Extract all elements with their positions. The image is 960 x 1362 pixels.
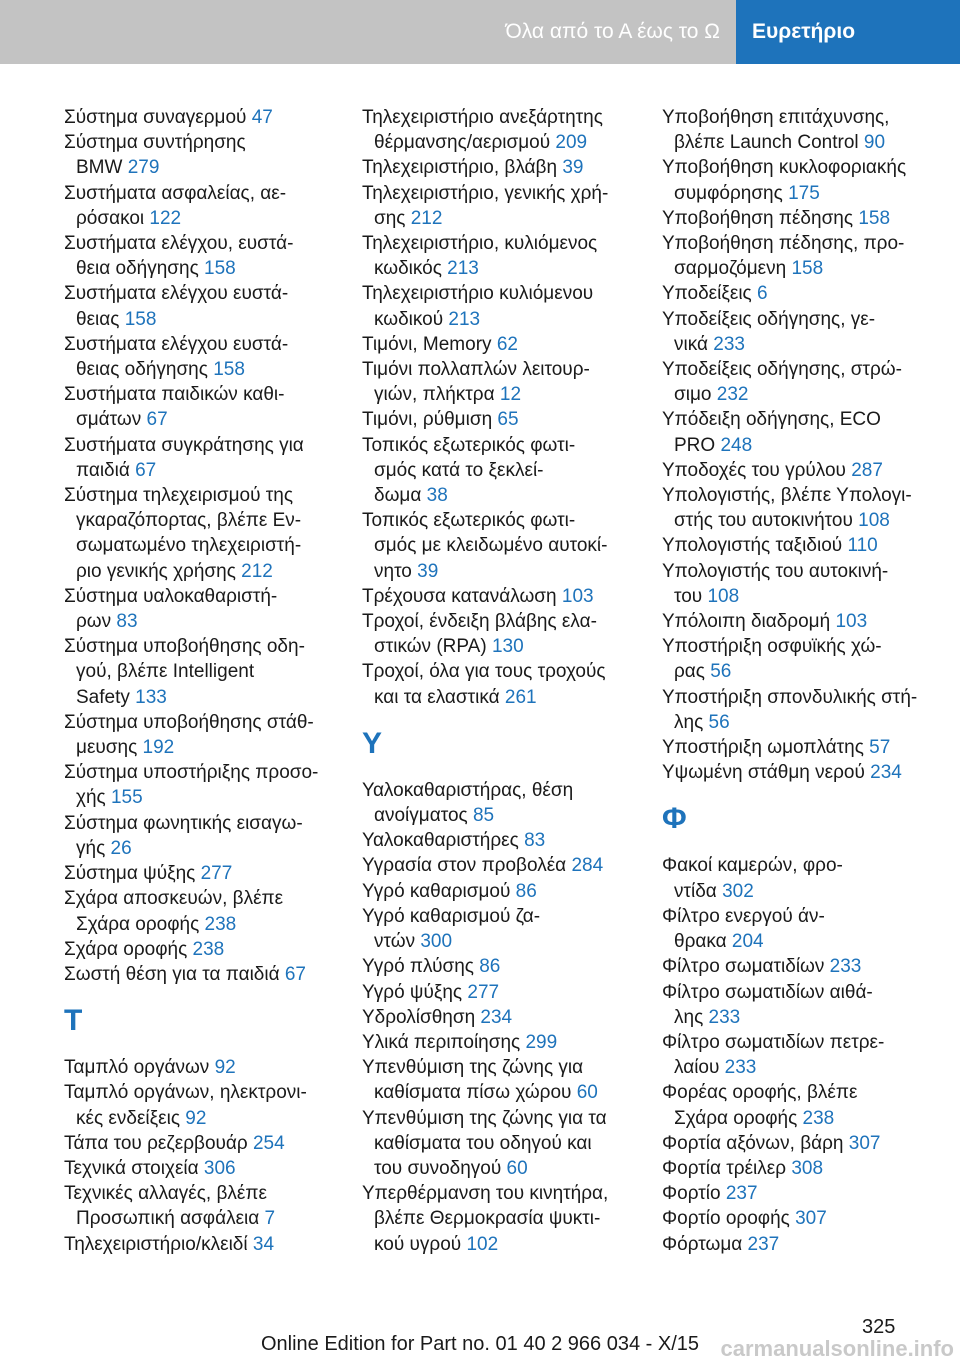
index-entry-text: Φορτία αξόνων, βάρη	[662, 1132, 849, 1154]
index-entry-text: Σύστημα υαλοκαθαριστή‐	[64, 585, 278, 607]
index-entry-text: ρων	[76, 611, 117, 633]
page-link[interactable]: 213	[448, 308, 481, 330]
index-entry-text: Τιμόνι, ρύθμιση	[362, 409, 498, 431]
index-entry-text: θειας	[76, 308, 125, 330]
index-entry-text: Υποστήριξη οσφυϊκής χώ‐	[662, 636, 882, 658]
page-link[interactable]: 47	[251, 107, 273, 128]
index-entry-text: ντίδα	[674, 880, 723, 902]
index-entry-text: χής	[76, 787, 111, 809]
page-link[interactable]: 26	[110, 837, 132, 859]
page-link[interactable]: 108	[858, 510, 890, 532]
index-entry-text: σαρμοζόμενη	[674, 258, 792, 280]
index-entry	[64, 584, 354, 634]
index-entry-text: Υπολογιστής ταξιδιού	[662, 535, 848, 557]
index-entry-text: Συστήματα συγκράτησης για	[64, 434, 304, 456]
index-entry-text: θρακα	[674, 931, 732, 953]
index-entry-text: Σχάρα οροφής	[76, 913, 205, 935]
page-link[interactable]: 234	[870, 762, 902, 784]
index-entry	[362, 332, 652, 357]
index-entry-text: θειας οδήγησης	[76, 359, 214, 381]
index-entry	[64, 634, 354, 710]
page-link[interactable]: 62	[496, 333, 518, 355]
page-link[interactable]: 302	[722, 880, 754, 902]
index-entry-text: νικά	[674, 333, 714, 355]
index-entry-text: Συστήματα ελέγχου ευστά‐	[64, 333, 289, 355]
index-entry-text: Φορέας οροφής, βλέπε	[662, 1082, 858, 1104]
page-number: 325	[862, 1316, 896, 1338]
index-entry-text: Υαλοκαθαριστήρες	[362, 830, 525, 852]
page-link[interactable]: 212	[410, 207, 443, 229]
index-entry	[362, 828, 652, 853]
page-link[interactable]: 308	[791, 1157, 824, 1179]
page-link[interactable]: 158	[858, 207, 891, 229]
index-entry-text: Υποδείξεις οδήγησης, γε‐	[662, 308, 876, 330]
index-entry-text: Υπενθύμιση της ζώνης για	[362, 1057, 584, 1079]
index-entry	[64, 281, 354, 331]
index-entry-text: Υπολογιστής, βλέπε Υπολογι‐	[662, 485, 912, 507]
index-entry	[64, 130, 354, 180]
index-entry-text: Προσωπική ασφάλεια	[76, 1208, 265, 1230]
index-entry	[662, 559, 952, 609]
index-entry-text: Σωστή θέση για τα παιδιά	[64, 963, 285, 985]
index-entry-text: Υπενθύμιση της ζώνης για τα	[362, 1107, 607, 1129]
page-link[interactable]: 237	[747, 1233, 780, 1255]
page-link[interactable]: 130	[491, 636, 524, 658]
index-entry	[662, 1206, 952, 1231]
index-entry	[662, 1181, 952, 1206]
index-entry-text: Σύστημα συναγερμού	[64, 107, 252, 128]
page-link[interactable]: 279	[127, 157, 160, 179]
index-entry-text: Τηλεχειριστήριο κυλιόμενου	[362, 283, 594, 305]
index-entry	[662, 155, 952, 205]
page-link[interactable]: 158	[791, 258, 824, 280]
index-entry-text: γού, βλέπε Intelligent	[76, 661, 255, 683]
index-entry-text: Σύστημα υποβοήθησης οδη‐	[64, 636, 305, 658]
index-entry-text: θέρμανσης/αερισμού	[374, 132, 556, 154]
page-link[interactable]: 209	[555, 132, 588, 154]
page-link[interactable]: 233	[724, 1057, 757, 1079]
page-link[interactable]: 277	[200, 863, 233, 885]
page-link[interactable]: 133	[135, 686, 167, 708]
page-link[interactable]: 110	[847, 535, 878, 557]
index-column-3	[662, 105, 952, 1257]
index-entry-text: του	[674, 585, 708, 607]
index-entry	[662, 206, 952, 231]
index-entry	[362, 659, 652, 709]
index-entry	[362, 904, 652, 954]
page-link[interactable]: 158	[124, 308, 157, 330]
index-entry	[362, 1055, 652, 1105]
index-entry-text: ντών	[374, 931, 421, 953]
page-link[interactable]: 284	[571, 855, 604, 877]
index-entry-text: Υποδείξεις οδήγησης, στρώ‐	[662, 359, 902, 381]
index-entry-text: Τοπικός εξωτερικός φωτι‐	[362, 434, 576, 456]
index-entry	[64, 105, 354, 130]
index-entry-text: σωματωμένο τηλεχειριστή‐	[76, 535, 302, 557]
page-link[interactable]: 56	[710, 661, 732, 683]
page-link[interactable]: 175	[788, 182, 820, 204]
index-entry-text: Υψωμένη στάθμη νερού	[662, 762, 871, 784]
index-entry-text: ανοίγματος	[374, 805, 473, 827]
index-entry	[362, 609, 652, 659]
page-link[interactable]: 307	[848, 1132, 881, 1154]
index-entry-text: καθίσματα πίσω χώρου	[374, 1082, 577, 1104]
index-entry-text: Τροχοί, όλα για τους τροχούς	[362, 661, 606, 683]
index-entry-text: Συστήματα ασφαλείας, αε‐	[64, 182, 287, 204]
page-link[interactable]: 238	[802, 1107, 835, 1129]
index-entry-text: γής	[76, 837, 111, 859]
index-entry-text: Υποστήριξη σπονδυλικής στή‐	[662, 686, 918, 708]
index-entry	[64, 1156, 354, 1181]
index-entry-text: συμφόρησης	[674, 182, 789, 204]
index-entry-text: Ταμπλό οργάνων	[64, 1057, 215, 1079]
page-link[interactable]: 238	[192, 938, 225, 960]
index-entry-text: Υποδείξεις	[662, 283, 757, 305]
index-entry	[662, 980, 952, 1030]
index-entry	[64, 231, 354, 281]
index-entry-text: Σχάρα οροφής	[674, 1107, 803, 1129]
page-link[interactable]: 38	[426, 485, 448, 507]
index-entry	[662, 1131, 952, 1156]
index-entry-text: σμός κατά το ξεκλεί‐	[374, 459, 544, 481]
index-entry-text: Φίλτρο σωματιδίων	[662, 956, 830, 978]
index-entry-text: Υλικά περιποίησης	[362, 1031, 526, 1053]
index-entry	[662, 954, 952, 979]
index-entry-text: σης	[374, 207, 411, 229]
index-entry-text: Τιμόνι, Memory	[362, 333, 497, 355]
index-entry-text: Υγρό καθαρισμού ζα‐	[362, 905, 541, 927]
index-entry	[64, 811, 354, 861]
index-entry-text: Συστήματα παιδικών καθι‐	[64, 384, 285, 406]
index-entry	[64, 382, 354, 432]
index-entry	[362, 231, 652, 281]
page-link[interactable]: 67	[284, 963, 306, 985]
index-entry-text: Safety	[76, 686, 136, 708]
index-entry-text: Σύστημα φωνητικής εισαγω‐	[64, 812, 303, 834]
page-link[interactable]: 232	[716, 384, 749, 406]
page-link[interactable]: 204	[731, 931, 764, 953]
index-entry-text: νητο	[374, 560, 418, 582]
index-entry-text: θεια οδήγησης	[76, 258, 205, 280]
index-entry-text: Φόρτωμα	[662, 1233, 748, 1255]
index-entry-text: ρόσακοι	[76, 207, 150, 229]
index-entry-text: Φίλτρο σωματιδίων πετρε‐	[662, 1031, 885, 1053]
index-entry-text: λαίου	[674, 1057, 725, 1079]
page-link[interactable]: 60	[576, 1082, 598, 1104]
index-entry-text: σιμο	[674, 384, 717, 406]
index-entry	[64, 937, 354, 962]
index-entry	[362, 155, 652, 180]
index-entry	[362, 181, 652, 231]
index-entry-text: Τάπα του ρεζερβουάρ	[64, 1132, 253, 1154]
index-entry-text: κωδικού	[374, 308, 449, 330]
index-entry	[662, 307, 952, 357]
index-entry-text: στικών (RPA)	[374, 636, 492, 658]
page-link[interactable]: 158	[204, 258, 236, 280]
index-entry-text: Φορτίο οροφής	[662, 1208, 796, 1230]
index-entry	[362, 1106, 652, 1182]
page-link[interactable]: 60	[506, 1157, 528, 1179]
index-entry-text: Τροχοί, ένδειξη βλάβης ελα‐	[362, 611, 597, 633]
index-entry	[662, 1156, 952, 1181]
page-link[interactable]: 233	[829, 956, 862, 978]
page-link[interactable]: 85	[472, 805, 495, 827]
index-entry	[662, 609, 952, 634]
index-entry-text: λης	[674, 711, 709, 733]
page-link[interactable]: 306	[203, 1157, 236, 1179]
page-link[interactable]: 34	[252, 1233, 275, 1255]
index-entry-text: Υγρό ψύξης	[362, 981, 468, 1003]
page-link[interactable]: 108	[707, 585, 740, 607]
index-entry	[662, 634, 952, 684]
index-entry	[362, 584, 652, 609]
index-entry-text: Υπολογιστής του αυτοκινή‐	[662, 560, 889, 582]
index-entry-text: Υγρασία στον προβολέα	[362, 855, 572, 877]
index-entry-text: Σύστημα τηλεχειρισμού της	[64, 485, 294, 507]
index-entry-text: Τηλεχειριστήριο, κυλιόμενος	[362, 233, 598, 255]
page-link[interactable]: 233	[708, 1006, 741, 1028]
page-link[interactable]: 90	[863, 132, 886, 154]
header-bar	[0, 0, 960, 64]
page-link[interactable]: 277	[467, 981, 500, 1003]
index-entry-text: PRO	[674, 434, 721, 456]
index-letter-heading: Υ	[362, 726, 383, 760]
page-link[interactable]: 56	[708, 711, 730, 733]
index-entry-text: και τα ελαστικά	[374, 686, 505, 708]
index-entry-text: Σύστημα συντήρησης	[64, 132, 246, 154]
index-entry	[662, 685, 952, 735]
index-entry-text: βλέπε Θερμοκρασία ψυκτι‐	[374, 1208, 601, 1230]
index-entry-text: σμός με κλειδωμένο αυτοκί‐	[374, 535, 608, 557]
index-entry	[362, 853, 652, 878]
index-entry	[64, 433, 354, 483]
index-entry	[64, 861, 354, 886]
index-entry	[662, 281, 952, 306]
page-link[interactable]: 83	[524, 830, 546, 852]
index-entry	[362, 281, 652, 331]
page-link[interactable]: 158	[213, 359, 245, 381]
index-entry-text: ριο γενικής χρήσης	[76, 560, 242, 582]
watermark-logo: carmanualsonline.info	[720, 1336, 954, 1361]
index-entry	[662, 407, 952, 457]
index-entry-text: Τηλεχειριστήριο, βλάβη	[362, 157, 563, 179]
index-entry-text: Τηλεχειριστήριο ανεξάρτητης	[362, 107, 603, 128]
index-entry-text: Υγρό πλύσης	[362, 956, 480, 978]
page-link[interactable]: 7	[264, 1208, 276, 1230]
index-entry	[362, 778, 652, 828]
page-link[interactable]: 6	[756, 283, 768, 305]
index-entry-text: μευσης	[76, 737, 143, 759]
index-entry-text: Υπερθέρμανση του κινητήρα,	[362, 1183, 609, 1205]
index-entry	[362, 954, 652, 979]
index-entry-text: Τεχνικά στοιχεία	[64, 1157, 204, 1179]
index-entry-text: Φίλτρο σωματιδίων αιθά‐	[662, 981, 873, 1003]
index-entry	[662, 483, 952, 533]
index-entry-text: Υποδοχές του γρύλου	[662, 459, 852, 481]
index-entry-text: Υποβοήθηση πέδησης	[662, 207, 859, 229]
index-entry	[662, 231, 952, 281]
index-entry	[362, 1030, 652, 1055]
index-entry-text: Υαλοκαθαριστήρας, θέση	[362, 779, 574, 801]
index-entry-text: σμάτων	[76, 409, 147, 431]
index-entry-text: Υγρό καθαρισμού	[362, 880, 516, 902]
page-link[interactable]: 287	[851, 459, 883, 481]
index-entry	[662, 904, 952, 954]
index-entry-text: Φακοί καμερών, φρο‐	[662, 855, 843, 877]
index-entry	[662, 1030, 952, 1080]
page-link[interactable]: 39	[562, 157, 584, 179]
page-link[interactable]: 86	[515, 880, 537, 902]
page-link[interactable]: 192	[142, 737, 175, 759]
index-entry	[64, 1181, 354, 1231]
index-letter-heading: Τ	[64, 1004, 83, 1038]
index-entry	[662, 105, 952, 155]
index-entry	[64, 1055, 354, 1080]
index-entry	[64, 962, 354, 987]
index-entry	[362, 1005, 652, 1030]
index-entry	[362, 433, 652, 509]
index-entry	[662, 1232, 952, 1257]
index-entry-text: του συνοδηγού	[374, 1157, 507, 1179]
index-entry	[662, 458, 952, 483]
index-entry	[662, 735, 952, 760]
page-link[interactable]: 212	[241, 560, 273, 582]
index-entry	[662, 533, 952, 558]
index-entry	[362, 508, 652, 584]
tab-a-to-z[interactable]: Όλα από το Α έως το Ω	[0, 0, 736, 64]
index-entry	[662, 357, 952, 407]
page-link[interactable]: 155	[110, 787, 143, 809]
page-link[interactable]: 261	[504, 686, 537, 708]
index-letter-heading: Φ	[662, 802, 687, 836]
index-entry-text: Τηλεχειριστήριο, γενικής χρή‐	[362, 182, 609, 204]
index-entry-text: Υπόλοιπη διαδρομή	[662, 611, 836, 633]
index-entry	[64, 181, 354, 231]
index-entry-text: Συστήματα ελέγχου, ευστά‐	[64, 233, 294, 255]
index-entry-text: Τιμόνι πολλαπλών λειτουρ‐	[362, 359, 590, 381]
index-entry-text: γιών, πλήκτρα	[374, 384, 500, 406]
index-entry-text: βλέπε Launch Control	[674, 132, 864, 154]
page-link[interactable]: 122	[149, 207, 182, 229]
index-entry-text: στής του αυτοκινήτου	[674, 510, 859, 532]
index-entry	[662, 760, 952, 785]
index-entry-text: γκαραζόπορτας, βλέπε Εν‐	[76, 510, 302, 532]
index-entry-text: Σύστημα υποβοήθησης στάθ‐	[64, 711, 314, 733]
page-link[interactable]: 299	[525, 1031, 558, 1053]
page-link[interactable]: 92	[214, 1057, 236, 1079]
index-column-1	[64, 105, 354, 1257]
index-entry	[64, 886, 354, 936]
index-entry-text: παιδιά	[76, 459, 136, 481]
index-entry-text: Υποστήριξη ωμοπλάτης	[662, 737, 870, 759]
index-entry-text: Υδρολίσθηση	[362, 1006, 481, 1028]
index-entry-text: Σχάρα αποσκευών, βλέπε	[64, 888, 284, 910]
index-entry-text: Σχάρα οροφής	[64, 938, 193, 960]
index-entry-text: Σύστημα υποστήριξης προσο‐	[64, 762, 319, 784]
page-link[interactable]: 57	[869, 737, 891, 759]
index-entry	[64, 1080, 354, 1130]
index-entry	[64, 332, 354, 382]
page-link[interactable]: 254	[252, 1132, 285, 1154]
index-entry	[362, 879, 652, 904]
index-entry	[362, 980, 652, 1005]
page-link[interactable]: 213	[447, 258, 479, 280]
index-entry-text: Τηλεχειριστήριο/κλειδί	[64, 1233, 253, 1255]
index-entry-text: Φορτίο	[662, 1183, 726, 1205]
index-entry-text: Ταμπλό οργάνων, ηλεκτρονι‐	[64, 1082, 307, 1104]
index-entry-text: Τεχνικές αλλαγές, βλέπε	[64, 1183, 267, 1205]
page-link[interactable]: 307	[795, 1208, 827, 1230]
page-link[interactable]: 65	[497, 409, 519, 431]
index-entry-text: Υποβοήθηση κυκλοφοριακής	[662, 157, 907, 179]
index-entry-text: κού υγρού	[374, 1233, 467, 1255]
index-entry-text: δωμα	[374, 485, 427, 507]
index-entry-text: Τοπικός εξωτερικός φωτι‐	[362, 510, 576, 532]
index-entry-text: Υποβοήθηση πέδησης, προ‐	[662, 233, 905, 255]
page-link[interactable]: 12	[499, 384, 522, 406]
index-entry-text: ρας	[674, 661, 711, 683]
index-column-2	[362, 105, 652, 1257]
page-link[interactable]: 39	[417, 560, 439, 582]
index-entry-text: Υπόδειξη οδήγησης, ECO	[662, 409, 881, 431]
index-entry-text: καθίσματα του οδηγού και	[374, 1132, 592, 1154]
index-entry-text: Φίλτρο ενεργού άν‐	[662, 905, 825, 927]
index-entry	[662, 1080, 952, 1130]
page-link[interactable]: 237	[725, 1183, 758, 1205]
footer-edition: Online Edition for Part no. 01 40 2 966 034 - X/15	[260, 1333, 700, 1355]
index-entry	[64, 1131, 354, 1156]
page-link[interactable]: 83	[116, 611, 138, 633]
index-entry-text: κωδικός	[374, 258, 448, 280]
page-link[interactable]: 67	[135, 459, 157, 481]
page-link[interactable]: 234	[480, 1006, 513, 1028]
page-link[interactable]: 300	[420, 931, 453, 953]
index-entry	[362, 105, 652, 155]
page-link[interactable]: 92	[185, 1107, 207, 1129]
index-entry-text: Σύστημα ψύξης	[64, 863, 201, 885]
page-link[interactable]: 103	[835, 611, 868, 633]
index-entry-text: Συστήματα ελέγχου ευστά‐	[64, 283, 289, 305]
page-link[interactable]: 248	[720, 434, 753, 456]
index-entry	[362, 1181, 652, 1257]
index-entry-text: BMW	[76, 157, 128, 179]
tab-index[interactable]: Ευρετήριο	[736, 0, 960, 64]
index-entry	[64, 760, 354, 810]
page-link[interactable]: 86	[479, 956, 501, 978]
page-link[interactable]: 67	[146, 409, 168, 431]
index-entry	[64, 710, 354, 760]
index-entry-text: Φορτία τρέιλερ	[662, 1157, 792, 1179]
index-entry-text: Υποβοήθηση επιτάχυνσης,	[662, 107, 890, 128]
page-link[interactable]: 102	[466, 1233, 499, 1255]
index-entry	[662, 853, 952, 903]
index-entry-text: Τρέχουσα κατανάλωση	[362, 585, 562, 607]
index-entry-text: λης	[674, 1006, 709, 1028]
index-entry	[64, 1232, 354, 1257]
index-entry	[64, 483, 354, 584]
page-link[interactable]: 238	[204, 913, 237, 935]
index-entry	[362, 357, 652, 407]
index-entry	[362, 407, 652, 432]
index-entry-text: κές ενδείξεις	[76, 1107, 186, 1129]
page-link[interactable]: 103	[561, 585, 594, 607]
page-link[interactable]: 233	[713, 333, 745, 355]
